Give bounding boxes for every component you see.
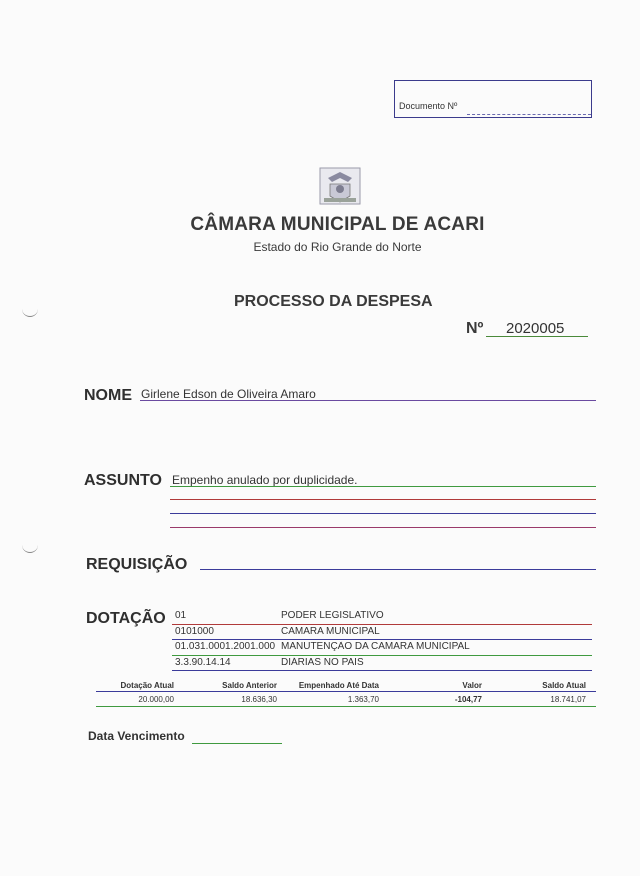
process-number-label: Nº (466, 320, 484, 337)
dotacao-code: 3.3.90.14.14 (175, 657, 231, 668)
process-number-value: 2020005 (506, 320, 565, 337)
summary-value: 18.741,07 (550, 695, 586, 704)
summary-value: -104,77 (454, 695, 482, 704)
process-title: PROCESSO DA DESPESA (234, 293, 433, 310)
vencimento-label: Data Vencimento (88, 729, 185, 743)
assunto-label: ASSUNTO (84, 472, 162, 489)
document-number-label: Documento Nº (399, 101, 458, 111)
assunto-line-2 (170, 499, 596, 500)
state-subtitle: Estado do Rio Grande do Norte (253, 240, 422, 254)
vencimento-underline (192, 743, 282, 744)
dotacao-description: MANUTENÇÃO DA CAMARA MUNICIPAL (281, 641, 470, 652)
dotacao-description: DIÁRIAS NO PAIS (281, 657, 364, 668)
municipal-crest-icon (318, 166, 362, 206)
dotacao-row-rule (172, 624, 592, 625)
summary-value: 18.636,30 (241, 695, 277, 704)
assunto-value: Empenho anulado por duplicidade. (172, 473, 358, 487)
summary-header: Saldo Atual (542, 681, 586, 690)
dotacao-description: PODER LEGISLATIVO (281, 610, 384, 621)
summary-header: Empenhado Até Data (298, 681, 379, 690)
dotacao-description: CAMARA MUNICIPAL (281, 626, 380, 637)
dotacao-label: DOTAÇÃO (86, 610, 166, 627)
summary-header: Saldo Anterior (222, 681, 277, 690)
document-number-line (467, 114, 591, 115)
chamber-title: CÂMARA MUNICIPAL DE ACARI (190, 214, 485, 235)
summary-bottom-rule (96, 706, 596, 707)
dotacao-code: 01 (175, 610, 187, 621)
punch-hole-mark (22, 308, 38, 317)
dotacao-row-rule (172, 639, 592, 640)
requisicao-underline (200, 569, 596, 570)
nome-underline (140, 400, 596, 401)
dotacao-row-rule (172, 670, 592, 671)
dotacao-row-rule (172, 655, 592, 656)
summary-header-rule (96, 691, 596, 692)
nome-label: NOME (84, 387, 132, 404)
document-number-box (394, 80, 592, 118)
summary-header: Dotação Atual (120, 681, 174, 690)
summary-value: 20.000,00 (138, 695, 174, 704)
summary-header: Valor (462, 681, 482, 690)
summary-value: 1.363,70 (347, 695, 379, 704)
dotacao-code: 01.031.0001.2001.000 (175, 641, 276, 652)
nome-value: Girlene Edson de Oliveira Amaro (141, 387, 316, 401)
requisicao-label: REQUISIÇÃO (86, 556, 188, 573)
punch-hole-mark (22, 544, 38, 553)
dotacao-code: 0101000 (175, 626, 214, 637)
assunto-line-4 (170, 527, 596, 528)
assunto-line-3 (170, 513, 596, 514)
assunto-line-1 (170, 486, 596, 487)
